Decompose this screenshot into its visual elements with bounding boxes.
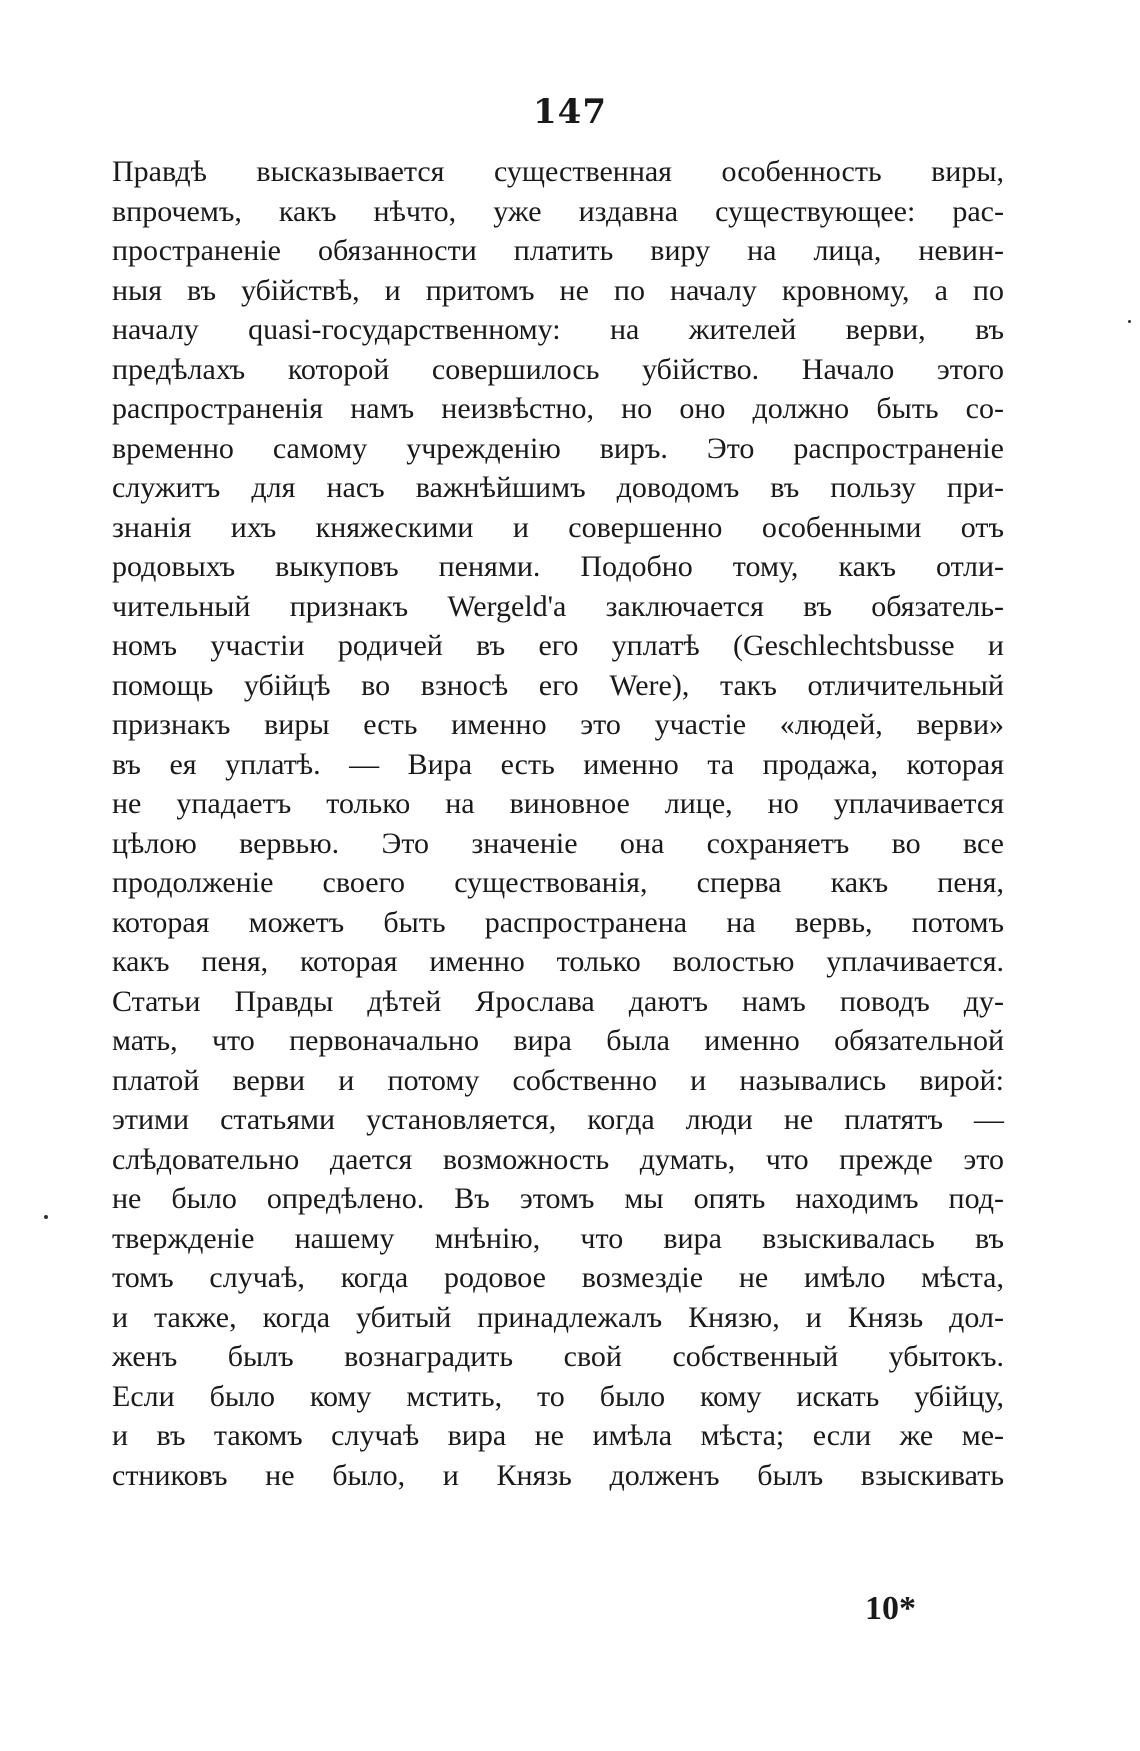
text-line: женъ былъ вознаградить свой собственный убытокъ.	[112, 1340, 1004, 1373]
text-line: стниковъ не было, и Князь долженъ былъ взыскивать	[112, 1458, 1004, 1492]
text-line: какъ пеня, которая именно только волостью уплачивается.	[112, 945, 1004, 978]
print-speck	[1128, 320, 1131, 323]
text-line: томъ случаѣ, когда родовое возмездіе не имѣло мѣста,	[112, 1261, 1004, 1294]
text-line: распространенія намъ неизвѣстно, но оно должно быть со-	[112, 392, 1004, 425]
text-line: твержденіе нашему мнѣнію, что вира взыскивалась въ	[112, 1221, 1004, 1255]
text-line: не было опредѣлено. Въ этомъ мы опять находимъ под-	[112, 1182, 1004, 1215]
text-line: не упадаетъ только на виновное лице, но уплачивается	[112, 787, 1004, 820]
text-line: мать, что первоначально вира была именно обязательной	[112, 1024, 1004, 1057]
text-line: родовыхъ выкуповъ пенями. Подобно тому, какъ отли-	[112, 550, 1004, 583]
text-line: этими статьями установляется, когда люди не платятъ —	[112, 1103, 1004, 1136]
text-line: Если было кому мстить, то было кому искать убійцу,	[112, 1379, 1004, 1413]
text-line: Правдѣ высказывается существенная особенность виры,	[112, 155, 1004, 188]
text-line: которая можетъ быть распространена на вервь, потомъ	[112, 905, 1004, 939]
text-line: платой верви и потому собственно и назывались вирой:	[112, 1063, 1004, 1097]
text-line: ныя въ убійствѣ, и притомъ не по началу кровному, а по	[112, 273, 1004, 307]
text-line: чительный признакъ Wergeld'а заключается въ обязатель-	[112, 589, 1004, 623]
text-line: помощь убійцѣ во взносѣ его Were), такъ отличительный	[112, 668, 1004, 702]
text-line: пространеніе обязанности платить виру на лица, невин-	[112, 234, 1004, 267]
page-number: 147	[533, 92, 607, 132]
text-line: временно самому учрежденію виръ. Это распространеніе	[112, 431, 1004, 465]
text-line: началу quasi-государственному: на жителей верви, въ	[112, 313, 1004, 346]
text-line: знанія ихъ княжескими и совершенно особенными отъ	[112, 510, 1004, 544]
text-line: цѣлою вервью. Это значеніе она сохраняетъ во все	[112, 826, 1004, 860]
text-line: и также, когда убитый принадлежалъ Князю, и Князь дол-	[112, 1300, 1004, 1334]
text-line: Статьи Правды дѣтей Ярослава даютъ намъ поводъ ду-	[112, 984, 1004, 1018]
text-line: признакъ виры есть именно это участіе «людей, верви»	[112, 708, 1004, 741]
text-line: служитъ для насъ важнѣйшимъ доводомъ въ пользу при-	[112, 471, 1004, 504]
text-line: предѣлахъ которой совершилось убійство. Начало этого	[112, 352, 1004, 386]
text-line: впрочемъ, какъ нѣчто, уже издавна существующее: рас-	[112, 194, 1004, 228]
text-line: въ ея уплатѣ. — Вира есть именно та продажа, которая	[112, 747, 1004, 781]
text-line: номъ участіи родичей въ его уплатѣ (Geschlechtsbusse и	[112, 629, 1004, 662]
print-speck	[44, 1215, 48, 1219]
body-text	[112, 152, 1004, 1495]
text-line: слѣдовательно дается возможность думать, что прежде это	[112, 1142, 1004, 1176]
text-line: продолженіе своего существованія, сперва какъ пеня,	[112, 866, 1004, 899]
text-line: и въ такомъ случаѣ вира не имѣла мѣста; если же ме-	[112, 1419, 1004, 1452]
signature-mark: 10*	[865, 1590, 916, 1627]
